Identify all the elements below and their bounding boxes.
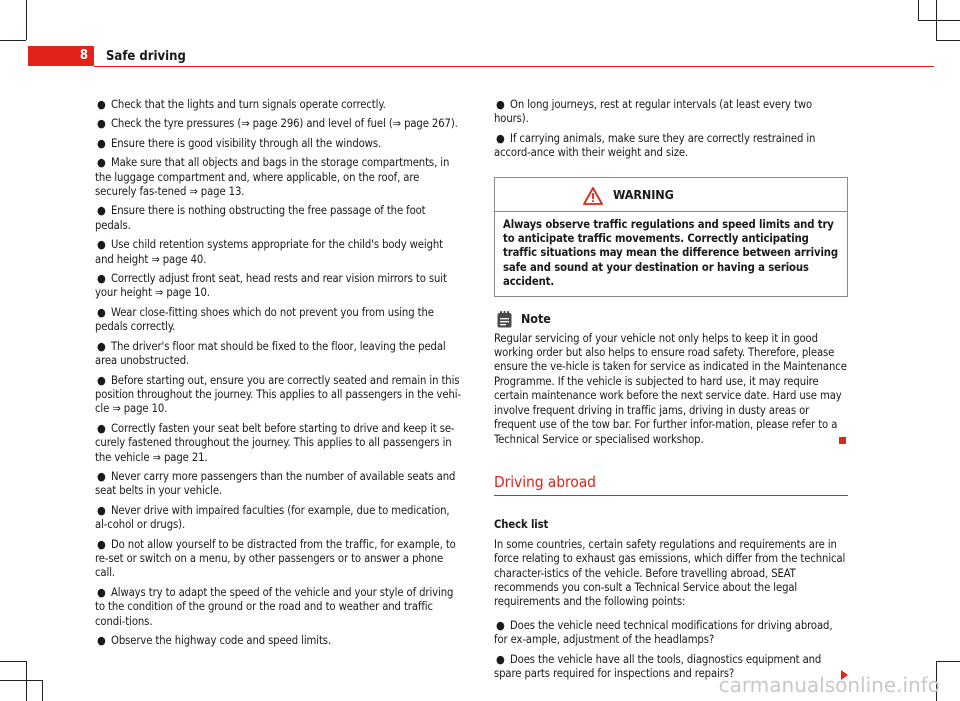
list-item: ● Correctly fasten your seat belt before starting to drive and keep it se-curely fastened throughout the journey. This applies to all passengers in the vehicle ⇒ page 21. xyxy=(95,421,455,464)
bullet-icon: ● xyxy=(496,652,505,666)
bullet-icon: ● xyxy=(97,136,106,150)
bullet-icon: ● xyxy=(97,339,106,353)
note-icon xyxy=(497,311,512,328)
list-item: ● Does the vehicle have all the tools, diagnostics equipment and spare parts required for inspections and repairs? xyxy=(494,653,848,682)
list-item: ● Never drive with impaired faculties (for example, due to medication, al-cohol or drugs). xyxy=(95,503,450,532)
crop-mark xyxy=(936,661,960,662)
crop-mark xyxy=(936,40,960,41)
bullet-icon: ● xyxy=(496,98,505,111)
crop-mark xyxy=(42,680,43,701)
bullet-icon: ● xyxy=(496,131,505,145)
warning-header xyxy=(495,178,847,212)
crop-mark xyxy=(26,0,27,40)
warning-box xyxy=(494,177,848,297)
bullet-icon: ● xyxy=(97,98,106,111)
bullet-icon: ● xyxy=(97,272,106,286)
warning-triangle-icon xyxy=(583,187,603,205)
bullet-icon: ● xyxy=(97,585,106,599)
list-item: ● Before starting out, ensure you are correctly seated and remain in this position throughout the journey. This applies to all passengers in the vehi-cle ⇒ page 10. xyxy=(95,373,461,416)
list-item: ● If carrying animals, make sure they are correctly restrained in accord-ance with their weight and size. xyxy=(494,131,816,160)
list-item: ● Use child retention systems appropriate for the child's body weight and height ⇒ page 40. xyxy=(95,238,443,266)
section-title: Driving abroad xyxy=(494,475,848,496)
section-subtitle: Check list xyxy=(494,518,549,532)
note-text: Regular servicing of your vehicle not only helps to keep it in good working order but also helps to ensure road safety. Therefore, please ensure the ve-hicle is taken for service as indicated in the Maintenance Programme. If the vehicle is subjected to hard use, it may require certain maintenance work before the next service date. Hard use may involve frequent driving in traffic jams, driving in dusty areas or frequent use of the tow bar. For further infor-mation, please refer to a Technical Service or specialised workshop. xyxy=(494,331,847,446)
bullet-icon: ● xyxy=(97,537,106,551)
list-item: ● Wear close-fitting shoes which do not prevent you from using the pedals correctly. xyxy=(95,305,434,334)
crop-mark xyxy=(918,20,960,21)
bullet-icon: ● xyxy=(97,503,106,517)
list-item: ● On long journeys, rest at regular intervals (at least every two hours). xyxy=(494,98,813,126)
watermark: carmanualsonline.info xyxy=(718,673,940,697)
bullet-icon: ● xyxy=(97,156,106,170)
list-item: ● Observe the highway code and speed limits. xyxy=(97,634,332,647)
left-column xyxy=(95,98,463,653)
bullet-icon: ● xyxy=(97,421,106,435)
section-intro: In some countries, certain safety regulations and requirements are in force relating to exhaust gas emissions, which differ from the technical character-istics of the vehicle. Before travelling abroad, SEAT recommends you con-sult a Technical Service about the legal requirements and the following points: xyxy=(494,537,846,609)
crop-mark xyxy=(918,0,919,20)
list-item: ● Do not allow yourself to be distracted from the traffic, for example, to re-set or switch on a menu, by other passengers or to answer a phone call. xyxy=(95,537,456,580)
note-header xyxy=(494,311,848,328)
crop-mark xyxy=(0,680,42,681)
warning-text: Always observe traffic regulations and speed limits and try to anticipate traffic movements. Correctly anticipating traffic situations may mean the difference between arriving safe and sound at your destination or having a serious accident. xyxy=(503,217,838,289)
list-item: ● Check that the lights and turn signals operate correctly. xyxy=(97,98,386,111)
bullet-icon: ● xyxy=(97,634,106,647)
page-header-title: Safe driving xyxy=(106,49,186,64)
right-column xyxy=(494,98,848,686)
crop-mark xyxy=(0,661,26,662)
list-item: ● The driver's floor mat should be fixed to the floor, leaving the pedal area unobstructed. xyxy=(95,339,446,368)
section-end-marker xyxy=(839,437,846,444)
list-item: ● Correctly adjust front seat, head rests and rear vision mirrors to suit your height ⇒ page 10. xyxy=(95,272,447,300)
header-rule xyxy=(94,66,934,67)
crop-mark xyxy=(26,661,27,701)
page-number-box xyxy=(28,46,94,66)
bullet-icon: ● xyxy=(496,618,505,632)
list-item: ● Make sure that all objects and bags in the storage compartments, in the luggage compartment and, where applicable, on the roof, are securely fas-tened ⇒ page 13. xyxy=(95,156,450,199)
list-item: ● Always try to adapt the speed of the vehicle and your style of driving to the condition of the ground or the road and to weather and traffic condi-tions. xyxy=(95,585,454,628)
list-item: ● Check the tyre pressures (⇒ page 296) and level of fuel (⇒ page 267). xyxy=(97,117,458,131)
list-item: ● Never carry more passengers than the number of available seats and seat belts in your vehicle. xyxy=(95,469,456,498)
bullet-icon: ● xyxy=(97,469,106,483)
bullet-icon: ● xyxy=(97,373,106,387)
bullet-icon: ● xyxy=(97,238,106,252)
list-item: ● Does the vehicle need technical modifications for driving abroad, for ex-ample, adjustment of the headlamps? xyxy=(494,618,833,647)
warning-title: WARNING xyxy=(613,187,674,203)
page-number: 8 xyxy=(79,48,88,63)
list-item: ● Ensure there is good visibility through all the windows. xyxy=(97,136,382,150)
bullet-icon: ● xyxy=(97,117,106,131)
list-item: ● Ensure there is nothing obstructing the free passage of the foot pedals. xyxy=(95,204,426,232)
crop-mark xyxy=(0,40,26,41)
bullet-icon: ● xyxy=(97,305,106,319)
note-title: Note xyxy=(521,310,551,326)
bullet-icon: ● xyxy=(97,204,106,218)
